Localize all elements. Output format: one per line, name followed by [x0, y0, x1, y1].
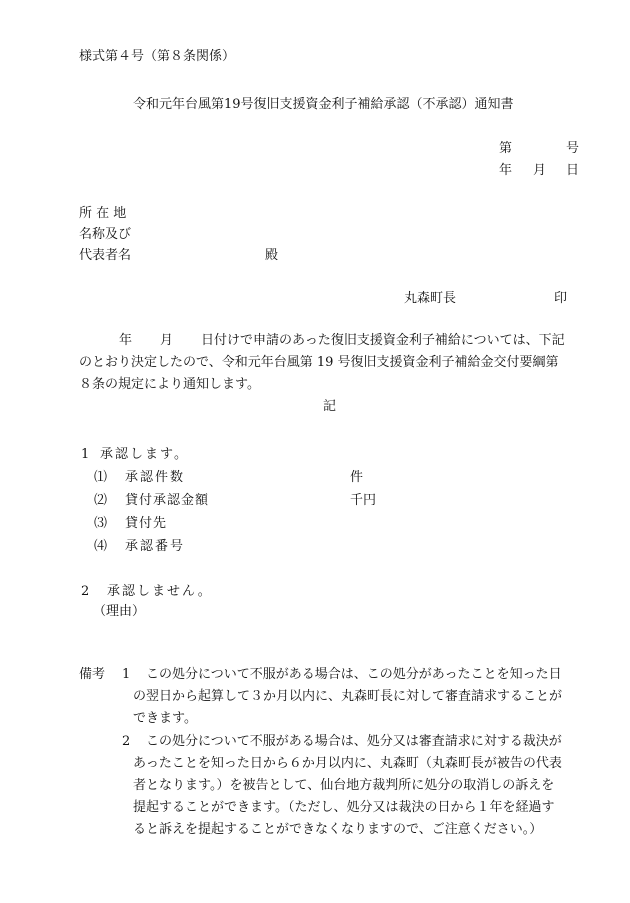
item-label: 承認件数	[125, 470, 186, 485]
document-title: 令和元年台風第19号復旧支援資金利子補給承認（不承認）通知書	[133, 97, 514, 112]
item-unit: 千円	[350, 493, 377, 508]
item-marker: ⑷	[94, 539, 108, 554]
note1-number: 1	[122, 667, 131, 682]
doc-number-go: 号	[566, 141, 580, 156]
reason-label: （理由）	[93, 604, 146, 619]
item-marker: ⑴	[94, 470, 108, 485]
seal-mark: 印	[554, 291, 568, 306]
body-line3: ８条の規定により通知します。	[79, 377, 260, 392]
note1-line: この処分について不服がある場合は、この処分があったことを知った日	[146, 667, 562, 682]
note2-line: 提起することができます。（ただし、処分又は裁決の日から１年を経過す	[133, 800, 555, 815]
item-label: 承認番号	[125, 539, 186, 554]
honorific: 殿	[265, 248, 279, 263]
remarks-label: 備考	[79, 667, 106, 682]
date-year: 年	[499, 163, 513, 178]
item-marker: ⑵	[94, 493, 108, 508]
date-day: 日	[566, 163, 580, 178]
issuer-name: 丸森町長	[404, 291, 457, 306]
address-label: 所 在 地	[79, 206, 127, 221]
body-line2: のとおり決定したので、令和元年台風第 19 号復旧支援資金利子補給金交付要綱第	[79, 355, 559, 370]
doc-number-dai: 第	[499, 141, 513, 156]
note2-line: ると訴えを提起することができなくなりますので、ご注意ください。）	[133, 822, 543, 837]
note1-line: できます。	[133, 711, 197, 726]
note2-line: 者となります。）を被告として、仙台地方裁判所に処分の取消しの訴えを	[133, 778, 555, 793]
item-label: 貸付承認金額	[125, 493, 210, 508]
section1-number: 1	[81, 447, 90, 462]
item-marker: ⑶	[94, 516, 108, 531]
item-unit: 件	[350, 470, 364, 485]
note2-line: あったことを知った日から６か月以内に、丸森町（丸森町長が被告の代表	[133, 756, 562, 771]
section2-number: 2	[81, 584, 90, 599]
date-month: 月	[533, 163, 547, 178]
name-label: 名称及び	[79, 227, 132, 242]
section2-heading: 承認しません。	[107, 584, 213, 599]
body-line1: 日付けで申請のあった復旧支援資金利子補給については、下記	[201, 333, 565, 348]
body-month: 月	[160, 333, 174, 348]
representative-label: 代表者名	[79, 248, 132, 263]
note1-line: の翌日から起算して３か月以内に、丸森町長に対して審査請求することが	[133, 689, 563, 704]
ki-heading: 記	[323, 399, 337, 414]
form-label: 様式第４号（第８条関係）	[79, 49, 236, 64]
note2-number: 2	[122, 734, 131, 749]
body-year: 年	[119, 333, 133, 348]
item-label: 貸付先	[125, 516, 168, 531]
note2-line: この処分について不服がある場合は、処分又は審査請求に対する裁決が	[146, 734, 562, 749]
section1-heading: 承認します。	[100, 447, 189, 462]
